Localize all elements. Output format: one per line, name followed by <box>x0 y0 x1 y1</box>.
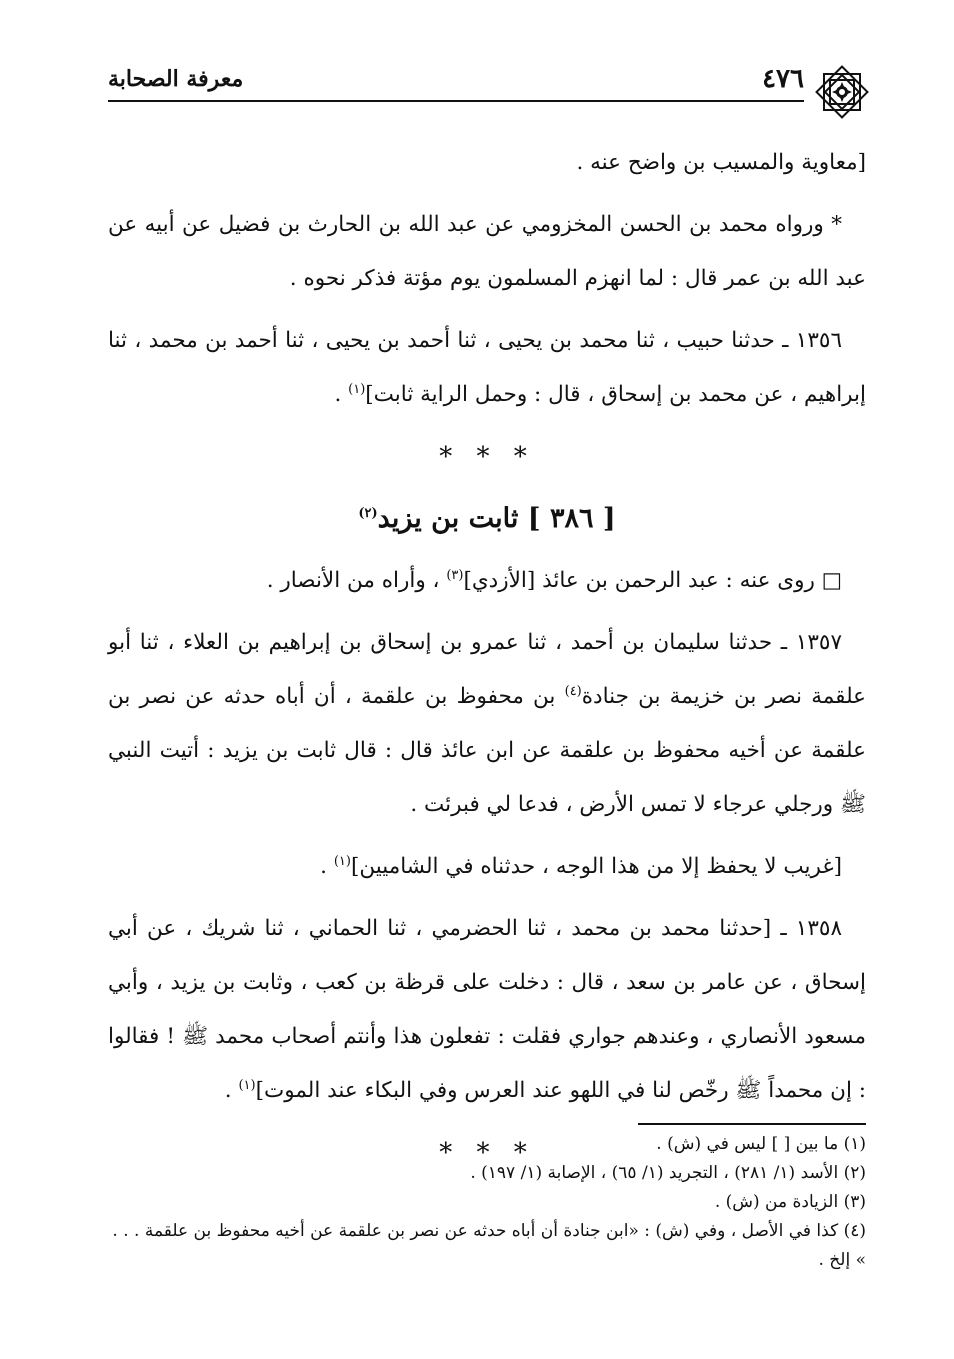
footnote-marker: (٣) <box>446 567 464 583</box>
footnote-rule <box>638 1123 866 1125</box>
footnote-marker: (٤) <box>564 683 582 699</box>
page-number: ٤٧٦ <box>762 64 804 94</box>
running-header <box>108 58 866 98</box>
footnote: (٣) الزيادة من (ش) . <box>714 1192 866 1212</box>
paragraph: [غريب لا يحفظ إلا من هذا الوجه ، حدثناه في الشاميين]$^{(١)}$ . <box>320 853 842 879</box>
hadith-1356: ١٣٥٦ ـ حدثنا حبيب ، ثنا محمد بن يحيى ، ثنا أحمد بن يحيى ، ثنا أحمد بن محمد ، ثنا إبراهيم ، عن محمد بن إسحاق ، قال : وحمل الراية ثابت]$^{(١)}$ . <box>108 328 866 407</box>
footnote: (٤) كذا في الأصل ، وفي (ش) : «ابن جنادة أن أباه حدثه عن نصر بن علقمة عن أخيه محفوظ بن علقمة . . . » إلخ . <box>112 1221 866 1270</box>
paragraph: * ورواه محمد بن الحسن المخزومي عن عبد الله بن الحارث بن فضيل عن أبيه عن عبد الله بن عمر قال : لما انهزم المسلمون يوم مؤتة فذكر نحوه . <box>108 212 866 291</box>
footnote-marker: (١) <box>348 381 366 397</box>
hadith-1357: ١٣٥٧ ـ حدثنا سليمان بن أحمد ، ثنا عمرو بن إسحاق بن إبراهيم بن العلاء ، ثنا أبو علقمة نصر بن خزيمة بن جنادة$^{(٤)}$ بن محفوظ بن علقمة ، أن أباه حدثه عن نصر بن علقمة عن أخيه محفوظ بن علقمة عن ابن عائذ قال : قال ثابت بن يزيد : أتيت النبي ﷺ ورجلي عرجاء لا تمس الأرض ، فدعا لي فبرئت . <box>108 630 867 817</box>
footnotes <box>108 1130 866 1275</box>
octagonal-star-ornament-icon <box>810 60 874 124</box>
hadith-1358: ١٣٥٨ ـ [حدثنا محمد بن محمد ، ثنا الحضرمي ، ثنا الحماني ، ثنا شريك ، عن أبي إسحاق ، عن عامر بن سعد ، قال : دخلت على قرظة بن كعب ، وثابت بن يزيد ، وأبي مسعود الأنصاري ، وعندهم جواري فقلت : تفعلون هذا وأنتم أصحاب محمد ﷺ ! فقالوا : إن محمداً ﷺ رخّص لنا في اللهو عند العرس وفي البكاء عند الموت]$^{(١)}$ . <box>108 916 866 1103</box>
footnote-marker: (١) <box>238 1077 256 1093</box>
footnote: (٢) الأسد (١/ ٢٨١) ، التجريد (١/ ٦٥) ، الإصابة (١/ ١٩٧) . <box>470 1163 866 1183</box>
paragraph: [معاوية والمسيب بن واضح عنه . <box>576 150 866 175</box>
narrators-line: □ روى عنه : عبد الرحمن بن عائذ [الأزدي]$^{(٣)}$ ، وأراه من الأنصار . <box>266 567 842 593</box>
section-separator: * * * <box>439 442 535 472</box>
footnote-marker: (١) <box>333 853 351 869</box>
footnote-marker: (٢) <box>358 506 378 521</box>
book-title: معرفة الصحابة <box>108 66 244 92</box>
entry-heading: [ ٣٨٦ ] ثابت بن يزيد$^{(٢)}$ <box>358 503 616 534</box>
main-text <box>108 136 866 1188</box>
header-rule <box>108 100 804 102</box>
footnote: (١) ما بين [ ] ليس في (ش) . <box>656 1134 866 1154</box>
section-separator: * * * <box>439 1138 535 1168</box>
